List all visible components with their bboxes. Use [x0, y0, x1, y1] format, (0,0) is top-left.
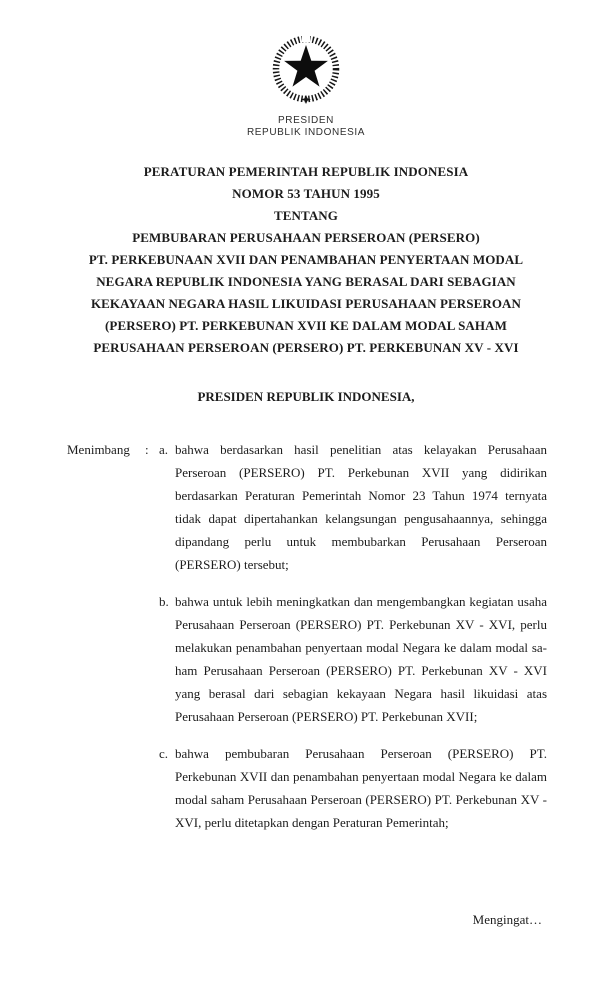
title-line-type: PERATURAN PEMERINTAH REPUBLIK INDONESIA — [143, 164, 469, 179]
consideration-item-c — [159, 742, 547, 834]
considerations-list — [159, 438, 547, 834]
item-marker-a: a. — [159, 442, 169, 457]
presidential-letterhead — [0, 36, 612, 139]
salutation-line: PRESIDEN REPUBLIK INDONESIA, — [197, 389, 415, 404]
title-line-subject-4: KEKAYAAN NEGARA HASIL LIKUIDASI PERUSAHAAN PERSEROAN — [90, 296, 522, 311]
item-text-c: bahwa pembubaran Perusahaan Perseroan (PERSERO) PT. Perkebunan XVII dan penambahan penyertaan modal Negara ke dalam modal saham Perusahaan Perseroan (PERSERO) PT. Perkebunan XV - XVI, perlu ditetapkan dengan Peraturan Pemerintah; — [175, 746, 547, 830]
consideration-item-b — [159, 590, 547, 728]
letterhead-republik-label: REPUBLIK INDONESIA — [246, 127, 366, 138]
title-line-subject-5: (PERSERO) PT. PERKEBUNAN XVII KE DALAM MODAL SAHAM — [105, 318, 507, 333]
title-line-subject-6: PERUSAHAAN PERSEROAN (PERSERO) PT. PERKEBUNAN XV - XVI — [93, 340, 519, 355]
considerations-separator: : — [145, 442, 149, 457]
star-in-wreath-emblem-icon — [266, 36, 346, 110]
item-marker-b: b. — [159, 594, 169, 609]
considerations-label: Menimbang — [67, 442, 130, 457]
considerations-section — [67, 438, 547, 834]
page-catchword: Mengingat… — [472, 912, 542, 927]
title-line-number: NOMOR 53 TAHUN 1995 — [232, 186, 380, 201]
title-line-tentang: TENTANG — [273, 208, 339, 223]
title-line-subject-3: NEGARA REPUBLIK INDONESIA YANG BERASAL DARI SEBAGIAN — [96, 274, 516, 289]
consideration-item-a — [159, 438, 547, 576]
item-marker-c: c. — [159, 746, 169, 761]
letterhead-presiden-label: PRESIDEN — [278, 115, 334, 126]
title-line-subject-1: PEMBUBARAN PERUSAHAAN PERSEROAN (PERSERO) — [132, 230, 480, 245]
item-text-a: bahwa berdasarkan hasil penelitian atas kelayakan Perusahaan Perseroan (PERSERO) PT. Perkebunan XVII yang didirikan berdasarkan Peraturan Pemerintah Nomor 23 Tahun 1974 ternyata tidak dapat dipertahankan kelangsungan pengusahaannya, sehingga dipandang perlu untuk membubarkan Perusahaan Perseroan (PERSERO) tersebut; — [175, 442, 547, 572]
regulation-title — [0, 161, 612, 359]
title-line-subject-2: PT. PERKEBUNAAN XVII DAN PENAMBAHAN PENYERTAAN MODAL — [88, 252, 524, 267]
item-text-b: bahwa untuk lebih meningkatkan dan mengembangkan kegiatan usaha Perusahaan Perseroan (PERSERO) PT. Perkebunan XV - XVI, perlu melakukan penambahan penyertaan modal Negara ke dalam modal saham Perusahaan Perseroan (PERSERO) PT. Perkebunan XV - XVI yang berasal dari sebagian kekayaan Negara hasil likuidasi atas Perusahaan Perseroan (PERSERO) PT. Perkebunan XVII; — [175, 594, 547, 724]
